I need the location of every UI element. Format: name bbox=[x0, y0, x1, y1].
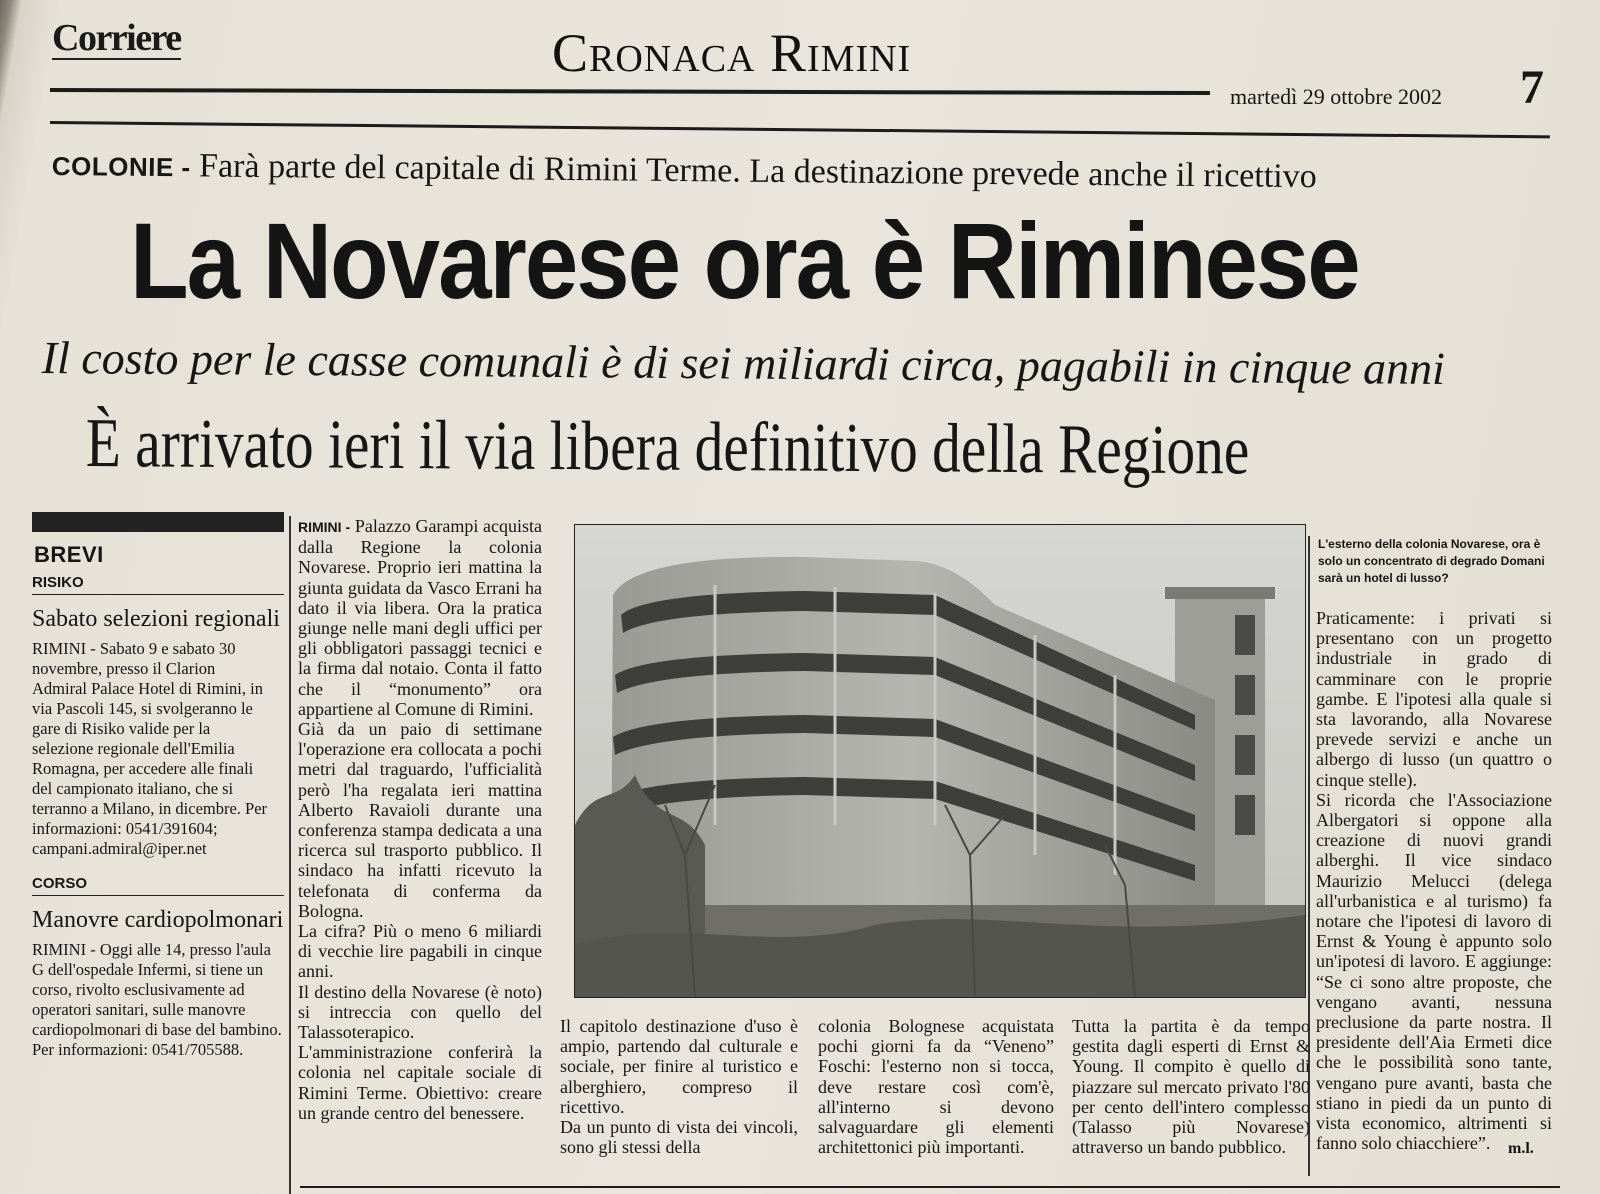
brief-category: CORSO bbox=[32, 875, 284, 896]
column-rule bbox=[289, 516, 291, 1194]
article-paragraph: Il destino della Novarese (è noto) si intreccia con quello del Talassoterapico. L'amministrazione conferirà la colonia nel capitale sociale di Rimini Terme. Obiettivo: creare un grande centro del benessere. bbox=[298, 981, 542, 1123]
brief-body: RIMINI - Sabato 9 e sabato 30 novembre, presso il Clarion Admiral Palace Hotel di Rimini, in via Pascoli 145, si svolgeranno le gare di Risiko valide per la selezione regionale dell'Emilia Romagna, per accedere alle finali del campionato italiano, che si terranno a Milano, in dicembre. Per informazioni: 0541/391604; campani.admiral@iper.net bbox=[32, 639, 268, 858]
article-paragraph: La cifra? Più o meno 6 miliardi di vecchie lire pagabili in cinque anni. bbox=[298, 921, 542, 982]
brief-category: RISIKO bbox=[32, 574, 284, 595]
briefs-title: BREVI bbox=[34, 542, 104, 567]
article-column-2 bbox=[560, 1016, 798, 1157]
colonia-photo bbox=[574, 524, 1306, 998]
article-column-1 bbox=[298, 516, 542, 1123]
subheadline: Il costo per le casse comunali è di sei miliardi circa, pagabili in cinque anni bbox=[41, 331, 1446, 395]
article-paragraph: colonia Bolognese acquistata pochi giorni fa da “Veneno” Foschi: l'esterno non si tocca, deve restare così com'è, all'interno si devono salvaguardare gli elementi architettonici più importanti. bbox=[818, 1016, 1054, 1158]
article-paragraph: Si ricorda che l'Associazione Albergatori si oppone alla creazione di nuovi grandi alberghi. Il vice sindaco Maurizio Melucci (delega all'urbanistica e al turismo) fa notare che l'ipotesi di lavoro di Ernst & Young è appunto solo un'ipotesi di lavoro. E aggiunge: “Se ci sono altre proposte, che vengano avanti, nessuna preclusione da parte nostra. Il presidente dell'Aia Ermeti dice che le possibilità sono tante, vengano pure avanti, basta che stiano in piedi da un punto di vista economico, altrimenti si fanno solo chiacchiere”. bbox=[1316, 789, 1552, 1154]
building-illustration bbox=[575, 525, 1305, 997]
briefs-bar bbox=[32, 512, 284, 532]
issue-date: martedì 29 ottobre 2002 bbox=[1230, 84, 1443, 109]
deck-headline: È arrivato ieri il via libera definitivo della Regione bbox=[85, 404, 1250, 490]
article-column-5 bbox=[1316, 608, 1552, 1153]
brief-headline: Manovre cardiopolmonari bbox=[32, 907, 284, 933]
section-title: Cronaca Rimini bbox=[552, 23, 912, 83]
article-paragraph: Tutta la partita è da tempo gestita dagli esperti di Ernst & Young. Il compito è quello di piazzare sul mercato privato l'80 per cento dell'intero complesso (Talasso più Novarese) attraverso un bando pubblico. bbox=[1072, 1016, 1310, 1158]
article-paragraph: Già da un paio di settimane l'operazione era collocata a pochi metri dal traguardo, l'ufficialità però l'ha regalata ieri mattina Alberto Ravaioli durante una conferenza stampa dedicata a una ricerca sul trasporto pubblico. Il sindaco ha infatti ricevuto la telefonata di conferma da Bologna. bbox=[298, 719, 542, 921]
masthead-rule-lower bbox=[50, 121, 1550, 138]
masthead-rule bbox=[50, 88, 1210, 95]
article-column-3 bbox=[818, 1016, 1054, 1157]
article-column-4 bbox=[1072, 1016, 1310, 1157]
brief-headline: Sabato selezioni regionali bbox=[32, 606, 280, 632]
dateline: RIMINI - bbox=[298, 519, 351, 535]
page-number: 7 bbox=[1520, 61, 1544, 114]
newspaper-logo: Corriere bbox=[52, 17, 181, 59]
kicker-label: COLONIE - bbox=[51, 150, 191, 183]
briefs-column bbox=[32, 512, 284, 1060]
kicker-text: Farà parte del capitale di Rimini Terme. La destinazione prevede anche il ricettivo bbox=[190, 147, 1317, 196]
article-paragraph: Praticamente: i privati si presentano con un progetto industriale in grado di camminare con le proprie gambe. E l'ipotesi alla quale si sta lavorando, alla Novarese prevede servizi e anche un albergo di lusso (un quattro o cinque stelle). bbox=[1316, 608, 1552, 790]
photo-caption: L'esterno della colonia Novarese, ora è solo un concentrato di degrado Domani sarà un hotel di lusso? bbox=[1318, 537, 1545, 585]
headline: La Novarese ora è Riminese bbox=[130, 201, 1359, 322]
article-paragraph: Il capitolo destinazione d'uso è ampio, partendo dal culturale e sociale, per finire al turistico e alberghiero, compreso il ricettivo. bbox=[560, 1016, 798, 1117]
kicker bbox=[52, 146, 1562, 198]
author-signature: m.l. bbox=[1508, 1140, 1534, 1157]
footer-rule bbox=[300, 1186, 1560, 1188]
article-paragraph: RIMINI - Palazzo Garampi acquista dalla Regione la colonia Novarese. Proprio ieri mattina la giunta guidata da Vasco Errani ha dato il via libera. Ora la pratica giunge nelle mani degli uffici per gli obbligatori passaggi tecnici e la firma dal notaio. Conta il fatto che il “monumento” ora appartiene al Comune di Rimini. bbox=[298, 516, 543, 719]
article-paragraph: Da un punto di vista dei vincoli, sono gli stessi della bbox=[560, 1117, 798, 1158]
brief-body: RIMINI - Oggi alle 14, presso l'aula G dell'ospedale Infermi, si tiene un corso, rivolto esclusivamente ad operatori sanitari, sulle manovre cardiopolmonari di base del bambino. Per informazioni: 0541/705588. bbox=[32, 940, 282, 1059]
